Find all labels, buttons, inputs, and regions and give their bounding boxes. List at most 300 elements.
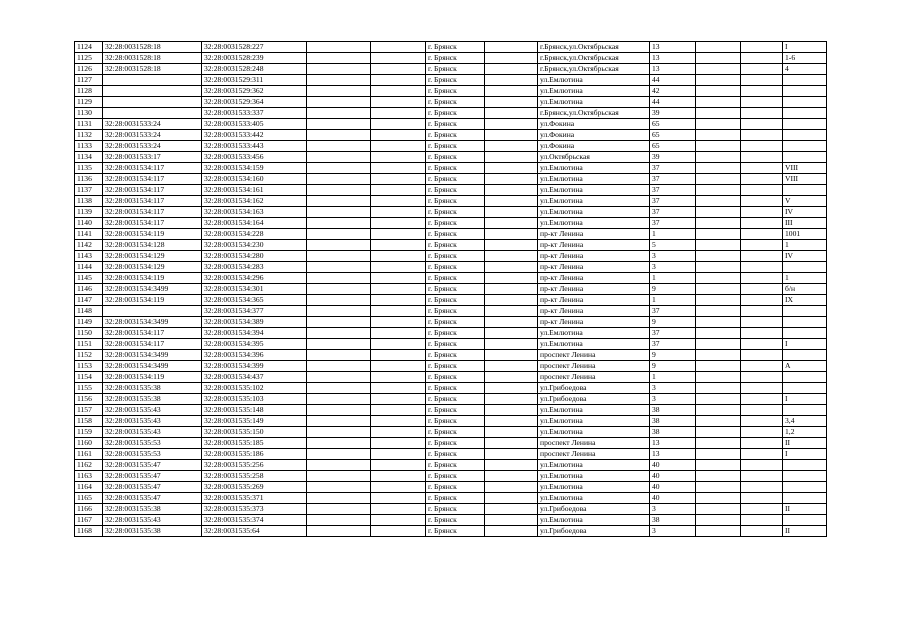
parcel-cadastral-number-cell: 32:28:0031534:117 — [103, 163, 202, 174]
object-cadastral-number-cell: 32:28:0031535:371 — [202, 493, 307, 504]
row-number-cell: 1150 — [75, 328, 103, 339]
empty-col-7-cell — [485, 86, 538, 97]
registry-table — [74, 41, 827, 537]
empty-col-5-cell — [371, 350, 426, 361]
empty-col-5-cell — [371, 119, 426, 130]
table-row — [75, 86, 827, 97]
object-cadastral-number-cell: 32:28:0031534:161 — [202, 185, 307, 196]
empty-col-4-cell — [307, 119, 371, 130]
empty-col-4-cell — [307, 339, 371, 350]
object-cadastral-number-cell: 32:28:0031528:248 — [202, 64, 307, 75]
empty-col-10-cell — [696, 284, 741, 295]
street-cell: проспект Ленина — [538, 438, 650, 449]
object-cadastral-number-cell: 32:28:0031529:364 — [202, 97, 307, 108]
city-cell: г. Брянск — [426, 526, 485, 537]
parcel-cadastral-number-cell: 32:28:0031534:3499 — [103, 350, 202, 361]
empty-col-10-cell — [696, 196, 741, 207]
house-number-cell: 1 — [650, 229, 696, 240]
empty-col-7-cell — [485, 328, 538, 339]
empty-col-11-cell — [741, 493, 783, 504]
house-number-cell: 37 — [650, 185, 696, 196]
empty-col-5-cell — [371, 405, 426, 416]
empty-col-7-cell — [485, 207, 538, 218]
table-row — [75, 97, 827, 108]
premises-number-cell — [783, 86, 827, 97]
house-number-cell: 13 — [650, 53, 696, 64]
city-cell: г. Брянск — [426, 295, 485, 306]
empty-col-4-cell — [307, 372, 371, 383]
empty-col-10-cell — [696, 482, 741, 493]
street-cell: ул.Емлютина — [538, 339, 650, 350]
empty-col-11-cell — [741, 174, 783, 185]
empty-col-11-cell — [741, 427, 783, 438]
empty-col-5-cell — [371, 493, 426, 504]
city-cell: г. Брянск — [426, 240, 485, 251]
city-cell: г. Брянск — [426, 97, 485, 108]
empty-col-10-cell — [696, 394, 741, 405]
empty-col-5-cell — [371, 152, 426, 163]
premises-number-cell: I — [783, 449, 827, 460]
street-cell: ул.Фокина — [538, 119, 650, 130]
row-number-cell: 1148 — [75, 306, 103, 317]
table-row — [75, 427, 827, 438]
empty-col-5-cell — [371, 416, 426, 427]
row-number-cell: 1128 — [75, 86, 103, 97]
row-number-cell: 1152 — [75, 350, 103, 361]
object-cadastral-number-cell: 32:28:0031535:149 — [202, 416, 307, 427]
empty-col-10-cell — [696, 152, 741, 163]
object-cadastral-number-cell: 32:28:0031534:437 — [202, 372, 307, 383]
empty-col-11-cell — [741, 141, 783, 152]
house-number-cell: 37 — [650, 196, 696, 207]
row-number-cell: 1146 — [75, 284, 103, 295]
premises-number-cell — [783, 185, 827, 196]
premises-number-cell: 1001 — [783, 229, 827, 240]
premises-number-cell — [783, 493, 827, 504]
empty-col-10-cell — [696, 493, 741, 504]
empty-col-5-cell — [371, 240, 426, 251]
table-row — [75, 383, 827, 394]
empty-col-4-cell — [307, 174, 371, 185]
premises-number-cell — [783, 482, 827, 493]
table-row — [75, 42, 827, 53]
premises-number-cell — [783, 317, 827, 328]
empty-col-7-cell — [485, 64, 538, 75]
premises-number-cell: 1,2 — [783, 427, 827, 438]
table-row — [75, 306, 827, 317]
empty-col-11-cell — [741, 416, 783, 427]
table-row — [75, 416, 827, 427]
street-cell: ул.Емлютина — [538, 416, 650, 427]
city-cell: г. Брянск — [426, 141, 485, 152]
house-number-cell: 3 — [650, 251, 696, 262]
parcel-cadastral-number-cell: 32:28:0031535:38 — [103, 394, 202, 405]
empty-col-7-cell — [485, 460, 538, 471]
empty-col-11-cell — [741, 295, 783, 306]
table-row — [75, 526, 827, 537]
row-number-cell: 1166 — [75, 504, 103, 515]
registry-rows — [75, 42, 827, 537]
parcel-cadastral-number-cell: 32:28:0031534:119 — [103, 295, 202, 306]
object-cadastral-number-cell: 32:28:0031528:227 — [202, 42, 307, 53]
street-cell: ул.Емлютина — [538, 218, 650, 229]
empty-col-5-cell — [371, 42, 426, 53]
street-cell: ул.Емлютина — [538, 427, 650, 438]
house-number-cell: 37 — [650, 163, 696, 174]
object-cadastral-number-cell: 32:28:0031528:239 — [202, 53, 307, 64]
premises-number-cell — [783, 405, 827, 416]
object-cadastral-number-cell: 32:28:0031535:148 — [202, 405, 307, 416]
empty-col-7-cell — [485, 53, 538, 64]
table-row — [75, 207, 827, 218]
street-cell: проспект Ленина — [538, 350, 650, 361]
row-number-cell: 1144 — [75, 262, 103, 273]
empty-col-11-cell — [741, 163, 783, 174]
premises-number-cell: A — [783, 361, 827, 372]
empty-col-11-cell — [741, 130, 783, 141]
empty-col-11-cell — [741, 471, 783, 482]
empty-col-10-cell — [696, 53, 741, 64]
object-cadastral-number-cell: 32:28:0031535:150 — [202, 427, 307, 438]
empty-col-10-cell — [696, 174, 741, 185]
empty-col-10-cell — [696, 207, 741, 218]
empty-col-10-cell — [696, 42, 741, 53]
street-cell: г.Брянск,ул.Октябрьская — [538, 108, 650, 119]
empty-col-11-cell — [741, 482, 783, 493]
empty-col-11-cell — [741, 185, 783, 196]
empty-col-7-cell — [485, 174, 538, 185]
empty-col-11-cell — [741, 207, 783, 218]
empty-col-11-cell — [741, 449, 783, 460]
row-number-cell: 1127 — [75, 75, 103, 86]
empty-col-7-cell — [485, 229, 538, 240]
empty-col-5-cell — [371, 328, 426, 339]
table-row — [75, 482, 827, 493]
object-cadastral-number-cell: 32:28:0031533:442 — [202, 130, 307, 141]
object-cadastral-number-cell: 32:28:0031534:395 — [202, 339, 307, 350]
street-cell: ул.Емлютина — [538, 493, 650, 504]
empty-col-10-cell — [696, 328, 741, 339]
table-row — [75, 53, 827, 64]
street-cell: ул.Грибоедова — [538, 394, 650, 405]
row-number-cell: 1136 — [75, 174, 103, 185]
street-cell: пр-кт Ленина — [538, 240, 650, 251]
empty-col-5-cell — [371, 262, 426, 273]
empty-col-11-cell — [741, 438, 783, 449]
parcel-cadastral-number-cell: 32:28:0031535:43 — [103, 416, 202, 427]
empty-col-11-cell — [741, 526, 783, 537]
table-row — [75, 372, 827, 383]
object-cadastral-number-cell: 32:28:0031533:456 — [202, 152, 307, 163]
empty-col-5-cell — [371, 361, 426, 372]
parcel-cadastral-number-cell: 32:28:0031535:47 — [103, 471, 202, 482]
parcel-cadastral-number-cell: 32:28:0031535:47 — [103, 493, 202, 504]
house-number-cell: 40 — [650, 493, 696, 504]
street-cell: ул.Емлютина — [538, 163, 650, 174]
object-cadastral-number-cell: 32:28:0031534:296 — [202, 273, 307, 284]
empty-col-4-cell — [307, 240, 371, 251]
empty-col-5-cell — [371, 97, 426, 108]
empty-col-4-cell — [307, 262, 371, 273]
empty-col-11-cell — [741, 251, 783, 262]
empty-col-4-cell — [307, 405, 371, 416]
empty-col-10-cell — [696, 97, 741, 108]
city-cell: г. Брянск — [426, 317, 485, 328]
table-row — [75, 361, 827, 372]
city-cell: г. Брянск — [426, 427, 485, 438]
parcel-cadastral-number-cell: 32:28:0031528:18 — [103, 64, 202, 75]
table-row — [75, 460, 827, 471]
empty-col-5-cell — [371, 207, 426, 218]
city-cell: г. Брянск — [426, 218, 485, 229]
premises-number-cell — [783, 141, 827, 152]
parcel-cadastral-number-cell: 32:28:0031534:119 — [103, 229, 202, 240]
street-cell: проспект Ленина — [538, 372, 650, 383]
parcel-cadastral-number-cell: 32:28:0031534:117 — [103, 174, 202, 185]
empty-col-5-cell — [371, 306, 426, 317]
empty-col-7-cell — [485, 251, 538, 262]
empty-col-10-cell — [696, 185, 741, 196]
city-cell: г. Брянск — [426, 504, 485, 515]
house-number-cell: 37 — [650, 174, 696, 185]
house-number-cell: 3 — [650, 504, 696, 515]
object-cadastral-number-cell: 32:28:0031535:256 — [202, 460, 307, 471]
parcel-cadastral-number-cell: 32:28:0031535:38 — [103, 383, 202, 394]
row-number-cell: 1155 — [75, 383, 103, 394]
street-cell: проспект Ленина — [538, 361, 650, 372]
object-cadastral-number-cell: 32:28:0031535:102 — [202, 383, 307, 394]
city-cell: г. Брянск — [426, 416, 485, 427]
parcel-cadastral-number-cell: 32:28:0031528:18 — [103, 53, 202, 64]
city-cell: г. Брянск — [426, 119, 485, 130]
empty-col-11-cell — [741, 372, 783, 383]
empty-col-7-cell — [485, 273, 538, 284]
object-cadastral-number-cell: 32:28:0031534:162 — [202, 196, 307, 207]
parcel-cadastral-number-cell: 32:28:0031534:117 — [103, 218, 202, 229]
empty-col-4-cell — [307, 482, 371, 493]
empty-col-10-cell — [696, 526, 741, 537]
empty-col-7-cell — [485, 284, 538, 295]
street-cell: ул.Фокина — [538, 141, 650, 152]
empty-col-7-cell — [485, 75, 538, 86]
parcel-cadastral-number-cell: 32:28:0031534:117 — [103, 196, 202, 207]
empty-col-4-cell — [307, 515, 371, 526]
empty-col-7-cell — [485, 295, 538, 306]
empty-col-10-cell — [696, 471, 741, 482]
empty-col-11-cell — [741, 339, 783, 350]
empty-col-7-cell — [485, 526, 538, 537]
row-number-cell: 1133 — [75, 141, 103, 152]
empty-col-5-cell — [371, 163, 426, 174]
object-cadastral-number-cell: 32:28:0031534:159 — [202, 163, 307, 174]
empty-col-10-cell — [696, 119, 741, 130]
object-cadastral-number-cell: 32:28:0031535:103 — [202, 394, 307, 405]
table-row — [75, 328, 827, 339]
parcel-cadastral-number-cell: 32:28:0031534:3499 — [103, 284, 202, 295]
empty-col-5-cell — [371, 449, 426, 460]
empty-col-10-cell — [696, 515, 741, 526]
row-number-cell: 1154 — [75, 372, 103, 383]
premises-number-cell: 1 — [783, 240, 827, 251]
row-number-cell: 1126 — [75, 64, 103, 75]
empty-col-5-cell — [371, 273, 426, 284]
premises-number-cell: V — [783, 196, 827, 207]
empty-col-7-cell — [485, 394, 538, 405]
empty-col-10-cell — [696, 438, 741, 449]
empty-col-7-cell — [485, 119, 538, 130]
object-cadastral-number-cell: 32:28:0031533:405 — [202, 119, 307, 130]
empty-col-4-cell — [307, 53, 371, 64]
empty-col-11-cell — [741, 86, 783, 97]
empty-col-4-cell — [307, 504, 371, 515]
house-number-cell: 38 — [650, 515, 696, 526]
empty-col-10-cell — [696, 218, 741, 229]
parcel-cadastral-number-cell: 32:28:0031535:43 — [103, 515, 202, 526]
table-row — [75, 141, 827, 152]
parcel-cadastral-number-cell: 32:28:0031534:129 — [103, 262, 202, 273]
object-cadastral-number-cell: 32:28:0031534:283 — [202, 262, 307, 273]
object-cadastral-number-cell: 32:28:0031534:280 — [202, 251, 307, 262]
empty-col-5-cell — [371, 394, 426, 405]
city-cell: г. Брянск — [426, 273, 485, 284]
parcel-cadastral-number-cell: 32:28:0031534:117 — [103, 339, 202, 350]
house-number-cell: 13 — [650, 438, 696, 449]
house-number-cell: 38 — [650, 405, 696, 416]
row-number-cell: 1147 — [75, 295, 103, 306]
table-row — [75, 262, 827, 273]
table-row — [75, 394, 827, 405]
city-cell: г. Брянск — [426, 350, 485, 361]
empty-col-4-cell — [307, 471, 371, 482]
empty-col-10-cell — [696, 273, 741, 284]
empty-col-11-cell — [741, 306, 783, 317]
empty-col-7-cell — [485, 383, 538, 394]
parcel-cadastral-number-cell: 32:28:0031528:18 — [103, 42, 202, 53]
city-cell: г. Брянск — [426, 108, 485, 119]
object-cadastral-number-cell: 32:28:0031534:399 — [202, 361, 307, 372]
empty-col-4-cell — [307, 185, 371, 196]
empty-col-4-cell — [307, 284, 371, 295]
city-cell: г. Брянск — [426, 53, 485, 64]
premises-number-cell: 4 — [783, 64, 827, 75]
premises-number-cell: III — [783, 218, 827, 229]
empty-col-11-cell — [741, 284, 783, 295]
table-row — [75, 75, 827, 86]
empty-col-7-cell — [485, 515, 538, 526]
empty-col-5-cell — [371, 218, 426, 229]
empty-col-7-cell — [485, 108, 538, 119]
street-cell: ул.Емлютина — [538, 174, 650, 185]
parcel-cadastral-number-cell: 32:28:0031534:117 — [103, 185, 202, 196]
street-cell: пр-кт Ленина — [538, 295, 650, 306]
city-cell: г. Брянск — [426, 372, 485, 383]
city-cell: г. Брянск — [426, 460, 485, 471]
empty-col-5-cell — [371, 339, 426, 350]
city-cell: г. Брянск — [426, 196, 485, 207]
object-cadastral-number-cell: 32:28:0031534:301 — [202, 284, 307, 295]
empty-col-10-cell — [696, 108, 741, 119]
parcel-cadastral-number-cell: 32:28:0031534:117 — [103, 207, 202, 218]
empty-col-4-cell — [307, 449, 371, 460]
empty-col-5-cell — [371, 317, 426, 328]
empty-col-4-cell — [307, 295, 371, 306]
empty-col-10-cell — [696, 350, 741, 361]
row-number-cell: 1158 — [75, 416, 103, 427]
street-cell: ул.Емлютина — [538, 86, 650, 97]
street-cell: ул.Емлютина — [538, 328, 650, 339]
parcel-cadastral-number-cell: 32:28:0031535:43 — [103, 405, 202, 416]
house-number-cell: 37 — [650, 218, 696, 229]
street-cell: ул.Октябрьская — [538, 152, 650, 163]
empty-col-11-cell — [741, 75, 783, 86]
object-cadastral-number-cell: 32:28:0031534:396 — [202, 350, 307, 361]
empty-col-5-cell — [371, 427, 426, 438]
premises-number-cell: II — [783, 438, 827, 449]
premises-number-cell: VIII — [783, 174, 827, 185]
table-row — [75, 251, 827, 262]
empty-col-11-cell — [741, 383, 783, 394]
row-number-cell: 1156 — [75, 394, 103, 405]
row-number-cell: 1137 — [75, 185, 103, 196]
object-cadastral-number-cell: 32:28:0031535:258 — [202, 471, 307, 482]
empty-col-11-cell — [741, 64, 783, 75]
street-cell: проспект Ленина — [538, 449, 650, 460]
house-number-cell: 9 — [650, 350, 696, 361]
empty-col-5-cell — [371, 185, 426, 196]
house-number-cell: 65 — [650, 130, 696, 141]
empty-col-7-cell — [485, 141, 538, 152]
empty-col-4-cell — [307, 218, 371, 229]
empty-col-4-cell — [307, 383, 371, 394]
empty-col-4-cell — [307, 460, 371, 471]
parcel-cadastral-number-cell: 32:28:0031534:3499 — [103, 361, 202, 372]
house-number-cell: 9 — [650, 361, 696, 372]
empty-col-4-cell — [307, 207, 371, 218]
city-cell: г. Брянск — [426, 405, 485, 416]
street-cell: пр-кт Ленина — [538, 273, 650, 284]
empty-col-5-cell — [371, 482, 426, 493]
empty-col-4-cell — [307, 75, 371, 86]
table-row — [75, 130, 827, 141]
premises-number-cell: 1 — [783, 273, 827, 284]
row-number-cell: 1139 — [75, 207, 103, 218]
house-number-cell: 3 — [650, 526, 696, 537]
empty-col-10-cell — [696, 240, 741, 251]
empty-col-7-cell — [485, 97, 538, 108]
empty-col-10-cell — [696, 251, 741, 262]
city-cell: г. Брянск — [426, 185, 485, 196]
empty-col-7-cell — [485, 416, 538, 427]
empty-col-11-cell — [741, 119, 783, 130]
table-row — [75, 218, 827, 229]
table-row — [75, 229, 827, 240]
object-cadastral-number-cell: 32:28:0031533:443 — [202, 141, 307, 152]
premises-number-cell: 3,4 — [783, 416, 827, 427]
table-row — [75, 438, 827, 449]
parcel-cadastral-number-cell: 32:28:0031535:38 — [103, 504, 202, 515]
empty-col-7-cell — [485, 163, 538, 174]
house-number-cell: 5 — [650, 240, 696, 251]
premises-number-cell: б/н — [783, 284, 827, 295]
empty-col-7-cell — [485, 306, 538, 317]
object-cadastral-number-cell: 32:28:0031535:269 — [202, 482, 307, 493]
house-number-cell: 37 — [650, 207, 696, 218]
empty-col-7-cell — [485, 361, 538, 372]
empty-col-4-cell — [307, 97, 371, 108]
object-cadastral-number-cell: 32:28:0031534:377 — [202, 306, 307, 317]
house-number-cell: 40 — [650, 482, 696, 493]
street-cell: пр-кт Ленина — [538, 306, 650, 317]
